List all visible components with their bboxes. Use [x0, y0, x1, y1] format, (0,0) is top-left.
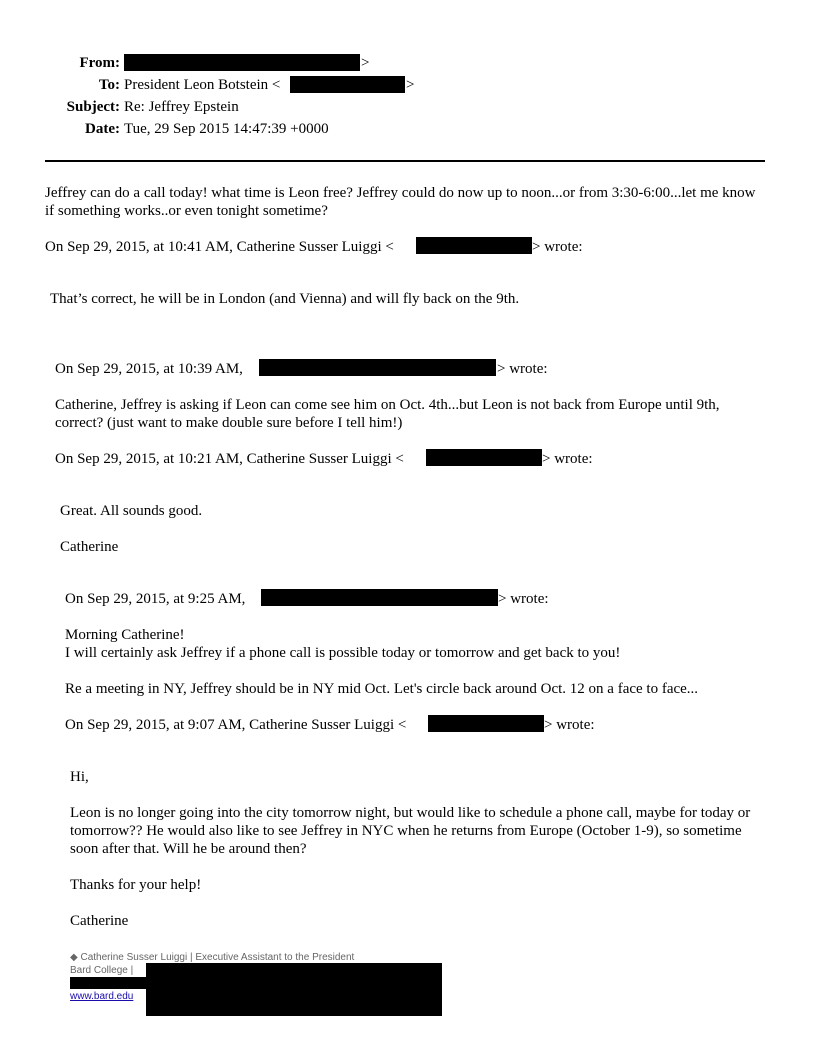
signature-redaction-small [70, 977, 146, 989]
email-redaction [426, 449, 542, 466]
to-label: To: [98, 77, 120, 93]
signature-redaction [146, 963, 442, 1016]
signature-line: ◆ Catherine Susser Luiggi | Executive Assistant to the President [70, 952, 355, 963]
to-redaction [290, 76, 405, 93]
sender-redaction [261, 589, 498, 606]
quote-header-2: On Sep 29, 2015, at 10:39 AM, [55, 361, 243, 377]
website-link[interactable]: www.bard.edu [70, 991, 134, 1002]
sender-redaction [259, 359, 496, 376]
quote-header-4: On Sep 29, 2015, at 9:25 AM, [65, 591, 246, 607]
date-label: Date: [85, 121, 120, 137]
quote-header-1-suffix: > wrote: [532, 239, 583, 255]
quote-header-3-suffix: > wrote: [542, 451, 593, 467]
date-value: Tue, 29 Sep 2015 14:47:39 +0000 [124, 121, 329, 137]
from-redaction [124, 54, 360, 71]
quote-header-2-suffix: > wrote: [497, 361, 548, 377]
quote-thanks: Thanks for your help! [70, 877, 202, 893]
quote-header-4-suffix: > wrote: [498, 591, 549, 607]
quote-header-5: On Sep 29, 2015, at 9:07 AM, Catherine Susser Luiggi < [65, 717, 407, 733]
subject-value: Re: Jeffrey Epstein [124, 99, 239, 115]
from-label: From: [79, 55, 120, 71]
subject-label: Subject: [66, 99, 120, 115]
header-divider [45, 160, 765, 162]
signature-org: Bard College | [70, 965, 134, 976]
quote-text-2: Catherine, Jeffrey is asking if Leon can come see him on Oct. 4th...but Leon is not back from Europe until 9th, correct? (just want to make double sure before I tell him!) [55, 397, 720, 431]
to-value: President Leon Botstein < [124, 77, 281, 93]
quote-text-4a: Morning Catherine! [65, 627, 185, 643]
email-redaction [428, 715, 544, 732]
quote-text-3a: Great. All sounds good. [60, 503, 203, 519]
quote-header-3: On Sep 29, 2015, at 10:21 AM, Catherine Susser Luiggi < [55, 451, 404, 467]
quote-text-3b: Catherine [60, 539, 119, 555]
quote-text-5: Leon is no longer going into the city tomorrow night, but would like to schedule a phone call, maybe for today or tomorrow?? He would also like to see Jeffrey in NYC when he returns from Europe (October 1-9), so sometime soon after that. Will he be around then? [70, 805, 751, 857]
quote-header-1: On Sep 29, 2015, at 10:41 AM, Catherine Susser Luiggi < [45, 239, 394, 255]
from-suffix: > [361, 55, 370, 71]
email-redaction [416, 237, 532, 254]
quote-greeting: Hi, [70, 769, 89, 785]
quote-text-4b: I will certainly ask Jeffrey if a phone call is possible today or tomorrow and get back to you! [65, 645, 621, 661]
quote-header-5-suffix: > wrote: [544, 717, 595, 733]
quote-text-1: That’s correct, he will be in London (and Vienna) and will fly back on the 9th. [50, 291, 520, 307]
quote-text-4c: Re a meeting in NY, Jeffrey should be in NY mid Oct. Let's circle back around Oct. 12 on a face to face... [65, 681, 699, 697]
quote-signoff: Catherine [70, 913, 129, 929]
message-body: Jeffrey can do a call today! what time is Leon free? Jeffrey could do now up to noon...or from 3:30-6:00...let me know if something works..or even tonight sometime? [45, 185, 756, 219]
to-suffix: > [406, 77, 415, 93]
